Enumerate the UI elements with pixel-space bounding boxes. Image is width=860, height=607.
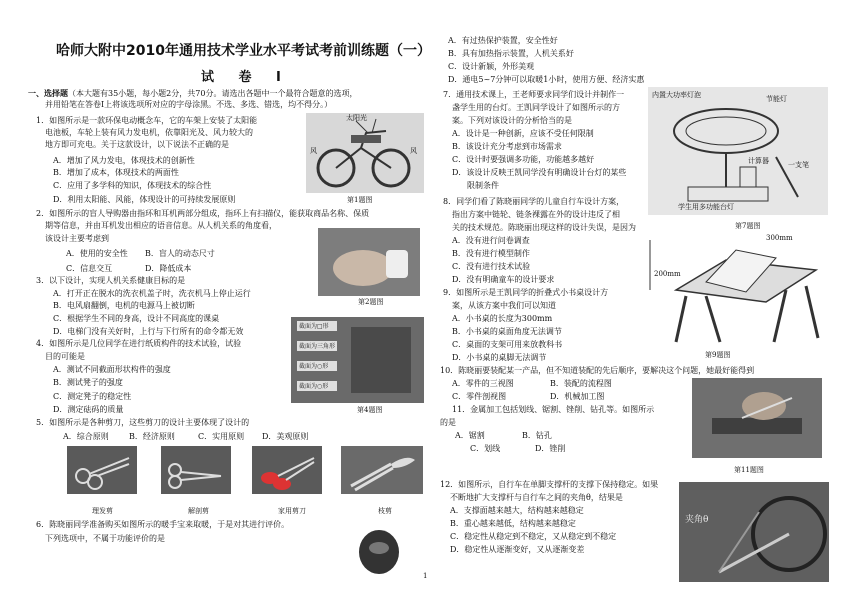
q8-stem-line: 指出方案中链轮、链条裸露在外的设计违反了相 <box>452 210 620 219</box>
q8-stem-line: 8．同学们看了陈晓丽同学的儿童自行车设计方案， <box>443 197 625 206</box>
q2-guide-device-image <box>318 228 420 296</box>
q7-sketch-label: 内置大功率灯泡 <box>652 91 701 99</box>
q11-option-d: D．锉削 <box>535 444 566 453</box>
q2-stem-line: 期等信息，并由耳机发出相应的语音信息。从人机关系的角度看， <box>45 221 277 230</box>
q8-option: A．没有进行问卷调查 <box>452 236 530 245</box>
q5-option-b: B．经济原则 <box>129 432 175 441</box>
q1-image-label: 风 <box>410 147 417 155</box>
q11-option-a: A．锯割 <box>455 431 485 440</box>
section-head: 一、选择题 <box>28 88 68 98</box>
q3-option: A．打开正在脱水的洗衣机盖子时，洗衣机马上停止运行 <box>53 289 251 298</box>
q1-caption: 第1题图 <box>347 196 373 204</box>
hand-scanner-illustration <box>318 228 420 296</box>
q11-stem-line: 的是 <box>440 418 456 427</box>
q12-stem-line: 不断地扩大支撑杆与自行车之间的夹角θ，结果是 <box>450 493 623 502</box>
q9-option: B．小书桌的桌面角度无法调节 <box>452 327 562 336</box>
q6-option: A．有过热保护装置，安全性好 <box>448 36 558 45</box>
q2-caption: 第2题图 <box>358 298 384 306</box>
q1-option: C．应用了多学科的知识，体现技术的综合性 <box>53 181 212 190</box>
q8-option: B．没有进行模型制作 <box>452 249 530 258</box>
q1-stem-line: 电池板，车轮上装有风力发电机，依靠阳光及、风力较大的 <box>45 128 253 137</box>
page-number: 1 <box>423 572 428 580</box>
q3-option: D．电梯门没有关好时，上行与下行所有的命令都无效 <box>53 327 244 336</box>
exam-title: 哈师大附中2010年通用技术学业水平考试考前训练题（一） <box>56 43 431 59</box>
scissors-photo <box>252 446 322 494</box>
scissors-caption: 家用剪刀 <box>278 507 306 515</box>
q2-option-c: C．信息交互 <box>66 264 113 273</box>
section-line2: 并用铅笔在答卷Ⅰ上将该选项所对应的字母涂黑。不选、多选、错选，均不得分。） <box>45 100 333 109</box>
q4-stem-line: 目的可能是 <box>45 352 85 361</box>
q12-stem-line: 12．如图所示，自行车在单脚支撑杆的支撑下保持稳定。如果 <box>440 480 659 489</box>
q7-option: D．该设计反映王凯同学没有明确设计台灯的某些 <box>452 168 627 177</box>
q3-stem-line: 3．以下设计，实现人机关系健康目标的是 <box>36 276 186 285</box>
q1-stem-line: 1．如图所示是一款环保电动概念车，它的车架上安装了太阳能 <box>36 116 258 125</box>
scissors-caption: 解剖剪 <box>188 507 209 515</box>
kickstand-illustration <box>679 482 829 582</box>
q2-stem-line: 该设计主要考虑到 <box>45 234 109 243</box>
metalwork-illustration <box>692 378 822 458</box>
q7-sketch-label: 学生用多功能台灯 <box>678 203 734 211</box>
q1-option: B．增加了成本，体现技术的两面性 <box>53 168 179 177</box>
q4-image-label: 截面为□形 <box>299 323 329 330</box>
scissors-photo <box>161 446 231 494</box>
scissors-photo <box>341 446 423 494</box>
q11-metalwork-photo <box>692 378 822 458</box>
scissors-caption: 理发剪 <box>92 507 113 515</box>
q2-option-d: D．降低成本 <box>145 264 192 273</box>
q2-option-a: A．使用的安全性 <box>66 249 128 258</box>
q3-option: C．根据学生不同的身高，设计不同高度的课桌 <box>53 314 220 323</box>
q2-stem-line: 2．如图所示的盲人导购器由指环和耳机两部分组成，指环上有扫描仪，能获取商品名称、保质 <box>36 209 370 218</box>
q12-bicycle-kickstand-photo <box>679 482 829 582</box>
q7-stem-line: 盏学生用的台灯。王凯同学设计了如图所示的方 <box>452 103 620 112</box>
q4-stem-line: 4．如图所示是几位同学在进行纸质构件的技术试验，试验 <box>36 339 242 348</box>
q4-paper-structure-image <box>291 317 424 403</box>
q5-option-c: C．实用原则 <box>198 432 245 441</box>
q4-image-label: 截面为○形 <box>299 383 329 390</box>
scissors-caption: 枝剪 <box>378 507 392 515</box>
q7-option: B．该设计充分考虑到市场需求 <box>452 142 562 151</box>
q9-option: D．小书桌的桌脚无法调节 <box>452 353 547 362</box>
scissors-icon <box>252 446 322 494</box>
q9-stem-line: 案，从该方案中我们可以知道 <box>452 301 556 310</box>
pruning-shears-icon <box>341 446 423 494</box>
q10-option-a: A．零件的三视图 <box>452 379 514 388</box>
q12-option: A．支撑面越来越大，结构越来越稳定 <box>450 506 584 515</box>
q7-caption: 第7题图 <box>735 222 761 230</box>
q4-option: D．测定砝码的质量 <box>53 405 124 414</box>
q9-sketch-dimension: 200mm <box>654 270 681 278</box>
q9-sketch-dimension: 300mm <box>766 234 793 242</box>
q5-option-a: A．综合原则 <box>63 432 109 441</box>
q7-option-cont: 限制条件 <box>467 181 499 190</box>
q11-option-c: C．划线 <box>470 444 501 453</box>
q4-option: A．测试不同截面形状构件的强度 <box>53 365 171 374</box>
q8-option: C．没有进行技术试验 <box>452 262 531 271</box>
scissors-icon <box>161 446 231 494</box>
q4-image-label: 截面为○形 <box>299 363 329 370</box>
section-line1: （本大题有35小题，每小题2分，共70分。请选出各题中一个最符合题意的选项， <box>68 89 358 98</box>
q9-option: C．桌面的支架可用来放教科书 <box>452 340 563 349</box>
q4-image-label: 截面为三角形 <box>299 343 336 350</box>
q2-option-b: B．盲人的动态尺寸 <box>145 249 215 258</box>
q7-stem-line: 7．通用技术课上，王老师要求同学们设计并制作一 <box>443 90 625 99</box>
hand-warmer-image <box>357 526 401 576</box>
q10-option-b: B．装配的流程图 <box>550 379 612 388</box>
q1-image-label: 风 <box>310 147 317 155</box>
hand-warmer-illustration <box>357 526 401 576</box>
q8-stem-line: 关的技术规范。陈晓丽出现这样的设计失误，是因为 <box>452 223 636 232</box>
q10-option-d: D．机械加工图 <box>550 392 605 401</box>
q1-image-label: 太阳光 <box>346 114 367 122</box>
q11-caption: 第11题图 <box>734 466 764 474</box>
q3-option: B．电风扇翻倒，电机的电源马上被切断 <box>53 301 195 310</box>
q12-option: C．稳定性从稳定到不稳定，又从稳定到不稳定 <box>450 532 617 541</box>
q4-caption: 第4题图 <box>357 406 383 414</box>
q9-option: A．小书桌的长度为300mm <box>452 314 553 323</box>
q9-folding-desk-sketch <box>646 230 830 348</box>
q7-sketch-label: 节能灯 <box>766 95 787 103</box>
q12-option: D．稳定性从逐渐变好，又从逐渐变差 <box>450 545 585 554</box>
q6-option: D．通电5~7分钟可以取暖1小时，使用方便、经济实惠 <box>448 75 645 84</box>
q12-option: B．重心越来越低，结构越来越稳定 <box>450 519 576 528</box>
q6-option: C．设计新颖，外形美观 <box>448 62 535 71</box>
q12-image-label: 夹角θ <box>685 515 709 525</box>
q1-stem-line: 地方即可充电。关于这款设计，以下说法不正确的是 <box>45 140 229 149</box>
q1-option: D．利用太阳能、风能，体现设计的可持续发展原则 <box>53 195 236 204</box>
q8-option: D．没有明确童车的设计要求 <box>452 275 555 284</box>
folding-desk-illustration <box>646 230 830 348</box>
lamp-sketch-illustration <box>648 87 828 215</box>
q7-option: C．设计时要强调多功能，功能越多越好 <box>452 155 595 164</box>
q5-option-d: D．美观原则 <box>262 432 309 441</box>
q6-option: B．具有加热指示装置，人机关系好 <box>448 49 574 58</box>
paper-subtitle: 试 卷 Ⅰ <box>201 70 291 85</box>
q6-stem-line: 下列选项中，不属于功能评价的是 <box>45 534 165 543</box>
electric-bicycle-illustration <box>306 113 424 193</box>
q10-option-c: C．零件剖视图 <box>452 392 507 401</box>
scissors-photo <box>67 446 137 494</box>
q4-option: B．测试凳子的强度 <box>53 378 123 387</box>
q11-option-b: B．钻孔 <box>522 431 552 440</box>
q1-option: A．增加了风力发电，体现技术的创新性 <box>53 156 195 165</box>
q7-option: A．设计是一种创新，应该不受任何限制 <box>452 129 594 138</box>
q10-stem-line: 10．陈晓丽要装配某一产品，但不知道装配的先后顺序，要解决这个问题，她最好能得到 <box>440 366 755 375</box>
q9-stem-line: 9．如图所示是王凯同学的折叠式小书桌设计方 <box>443 288 609 297</box>
scissors-icon <box>67 446 137 494</box>
q7-sketch-label: 一支笔 <box>788 161 809 169</box>
q4-option: C．测定凳子的稳定性 <box>53 392 132 401</box>
q1-concept-car-image <box>306 113 424 193</box>
q7-stem-line: 案。下列对该设计的分析恰当的是 <box>452 116 572 125</box>
q11-stem-line: 11．金属加工包括划线、锯割、锉削、钻孔等。如图所示 <box>452 405 655 414</box>
q7-sketch-label: 计算器 <box>748 157 769 165</box>
q9-caption: 第9题图 <box>705 351 731 359</box>
q7-desk-lamp-sketch <box>648 87 828 215</box>
q6-stem-line: 6．陈晓丽同学准备购买如图所示的暖手宝来取暖，于是对其进行评价。 <box>36 520 290 529</box>
q5-stem-line: 5．如图所示是各种剪刀，这些剪刀的设计主要体现了设计的 <box>36 418 250 427</box>
